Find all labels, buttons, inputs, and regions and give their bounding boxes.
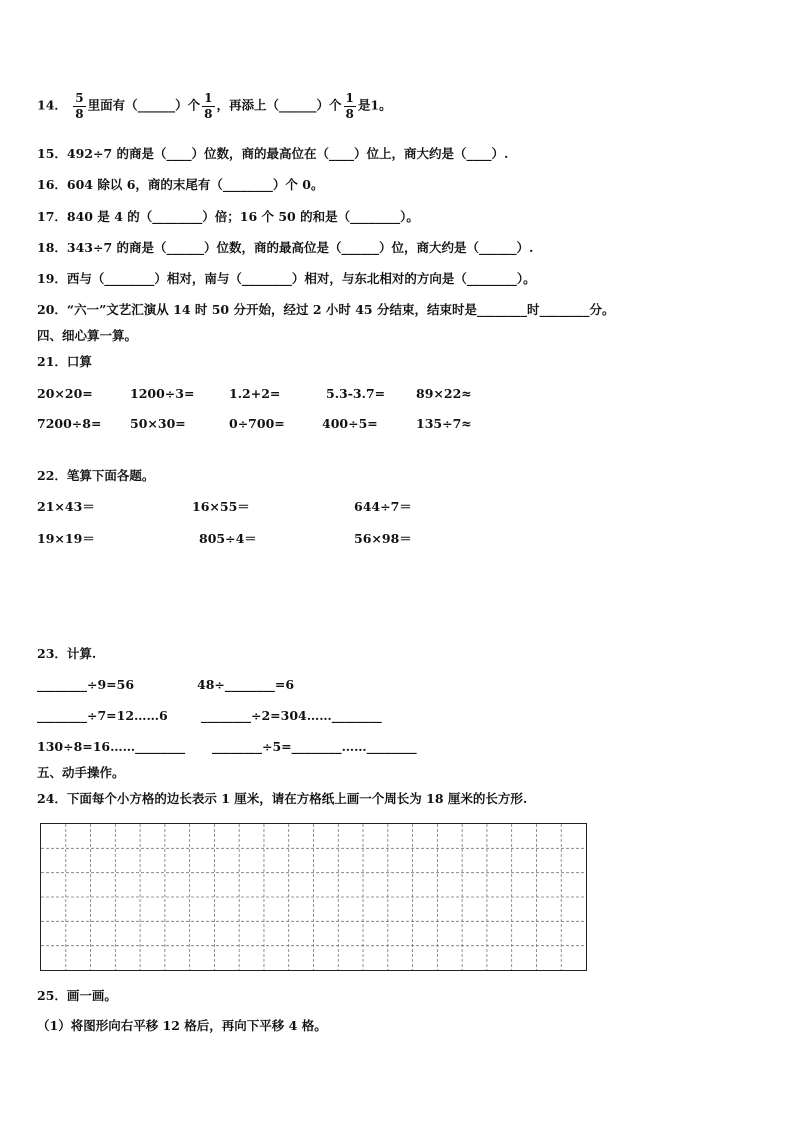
q16: 16．604 除以 6，商的末尾有（________）个 0。 bbox=[37, 177, 324, 192]
q21-item: 0÷700= bbox=[229, 416, 285, 431]
q22-item: 805÷4＝ bbox=[199, 531, 257, 546]
q22-item: 16×55＝ bbox=[192, 499, 250, 514]
q23-item: ________÷7=12……6 bbox=[37, 708, 168, 723]
q21-item: 5.3-3.7= bbox=[326, 386, 386, 401]
q25-sub1: （1）将图形向右平移 12 格后，再向下平移 4 格。 bbox=[37, 1018, 327, 1033]
q21-item: 20×20= bbox=[37, 386, 93, 401]
q22-item: 644÷7＝ bbox=[354, 499, 412, 514]
grid-lines bbox=[41, 824, 586, 970]
q22-item: 56×98＝ bbox=[354, 531, 412, 546]
q23-item: ________÷9=56 bbox=[37, 677, 135, 692]
q21-title: 21．口算 bbox=[37, 354, 92, 369]
q17: 17．840 是 4 的（________）倍；16 个 50 的和是（________）。 bbox=[37, 209, 419, 224]
q23-title: 23．计算. bbox=[37, 646, 97, 661]
q21-item: 135÷7≈ bbox=[416, 416, 472, 431]
section-5-title: 五、动手操作。 bbox=[37, 765, 125, 780]
q19: 19．西与（________）相对，南与（________）相对，与东北相对的方向是（________）。 bbox=[37, 271, 536, 286]
q20: 20．“六一”文艺汇演从 14 时 50 分开始，经过 2 小时 45 分结束，结束时是________时________分。 bbox=[37, 302, 615, 317]
q22-title: 22．笔算下面各题。 bbox=[37, 468, 155, 483]
graph-paper-grid[interactable] bbox=[40, 823, 587, 971]
q23-item: ________÷5=________……________ bbox=[212, 739, 417, 754]
q21-item: 7200÷8= bbox=[37, 416, 102, 431]
q21-item: 400÷5= bbox=[322, 416, 378, 431]
q23-item: 48÷________=6 bbox=[197, 677, 295, 692]
q23-item: 130÷8=16……________ bbox=[37, 739, 186, 754]
fraction-1-8: $\frac{1}{8}$ bbox=[204, 91, 213, 121]
q15: 15．492÷7 的商是（____）位数，商的最高位在（____）位上，商大约是（____）. bbox=[37, 146, 509, 161]
q21-item: 50×30= bbox=[130, 416, 186, 431]
q24: 24．下面每个小方格的边长表示 1 厘米，请在方格纸上画一个周长为 18 厘米的长方形. bbox=[37, 791, 528, 806]
q14: 14． $\frac{5}{8}$ 里面有（______）个 $\frac{1}{8}$ ，再添上（______）个 $\frac{1}{8}$ 是1。 bbox=[37, 91, 392, 121]
q18: 18．343÷7 的商是（______）位数，商的最高位是（______）位，商大约是（______）. bbox=[37, 240, 534, 255]
fraction-5-8: $\frac{5}{8}$ bbox=[75, 91, 84, 121]
q23-item: ________÷2=304……________ bbox=[201, 708, 382, 723]
q22-item: 21×43＝ bbox=[37, 499, 95, 514]
q21-item: 1200÷3= bbox=[130, 386, 195, 401]
section-4-title: 四、细心算一算。 bbox=[37, 328, 138, 343]
q21-item: 1.2+2= bbox=[229, 386, 281, 401]
q21-item: 89×22≈ bbox=[416, 386, 472, 401]
q22-item: 19×19＝ bbox=[37, 531, 95, 546]
q25: 25．画一画。 bbox=[37, 988, 117, 1003]
fraction-1-8-b: $\frac{1}{8}$ bbox=[345, 91, 354, 121]
